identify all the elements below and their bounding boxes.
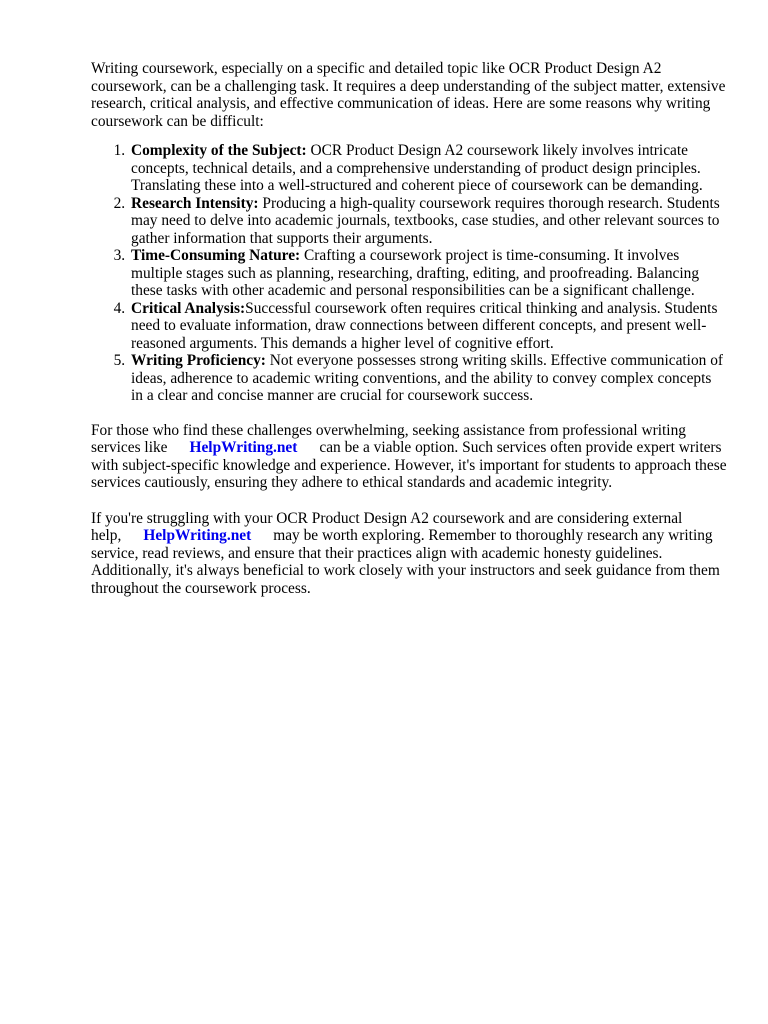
reason-text: Not everyone possesses strong writing skills. Effective communication of ideas, adherence to academic writing conventions, and the ability to convey complex concepts in a clear and concise manner are crucial for coursework success. (131, 352, 724, 404)
reason-text: OCR Product Design A2 coursework likely involves intricate concepts, technical details, and a comprehensive understanding of product design principles. Translating these into a well-structured and coherent piece of coursework can be demanding. (131, 142, 703, 194)
reason-text: Successful coursework often requires critical thinking and analysis. Students need to evaluate information, draw connections between different concepts, and present well-reasoned arguments. This demands a higher level of cognitive effort. (131, 299, 718, 352)
reason-text: Producing a high-quality coursework requires thorough research. Students may need to delve into academic journals, textbooks, case studies, and other relevant sources to gather information that supports their arguments. (131, 194, 720, 247)
document-page (91, 60, 727, 597)
reasons-list (91, 142, 727, 405)
closing-text-after: may be worth exploring. Remember to thoroughly research any writing service, read reviews, and ensure that their practices align with academic honesty guidelines. Additionally, it's always beneficial to work closely with your instructors and seek guidance from them throughout the coursework process. (91, 527, 720, 597)
helpwriting-link-2[interactable]: HelpWriting.net (143, 527, 252, 544)
reason-term: Complexity of the Subject: (131, 142, 307, 159)
services-text-before: For those who find these challenges overwhelming, seeking assistance from professional writing services like (91, 421, 686, 456)
reason-term: Time-Consuming Nature: (131, 247, 301, 264)
services-text-after: can be a viable option. Such services often provide expert writers with subject-specific knowledge and experience. However, it's important for students to approach these services cautiously, ensuring they adhere to ethical standards and academic integrity. (91, 439, 727, 491)
list-item (129, 247, 727, 300)
intro-paragraph: Writing coursework, especially on a specific and detailed topic like OCR Product Design A2 coursework, can be a challenging task. It requires a deep understanding of the subject matter, extensive research, critical analysis, and effective communication of ideas. Here are some reasons why writing coursework can be difficult: (91, 60, 726, 130)
list-item (129, 300, 727, 353)
closing-text-before: If you're struggling with your OCR Product Design A2 coursework and are considering external help, (91, 509, 683, 544)
services-paragraph (91, 422, 727, 492)
list-item (129, 142, 727, 195)
list-item (129, 195, 727, 248)
reason-text: Crafting a coursework project is time-consuming. It involves multiple stages such as planning, researching, drafting, editing, and proofreading. Balancing these tasks with other academic and personal responsibilities can be a significant challenge. (131, 247, 700, 299)
reason-term: Research Intensity: (131, 194, 259, 212)
reason-term: Writing Proficiency: (131, 352, 266, 369)
closing-paragraph (91, 510, 727, 598)
reason-term: Critical Analysis: (131, 299, 246, 317)
list-item (129, 352, 727, 405)
helpwriting-link[interactable]: HelpWriting.net (189, 439, 298, 456)
